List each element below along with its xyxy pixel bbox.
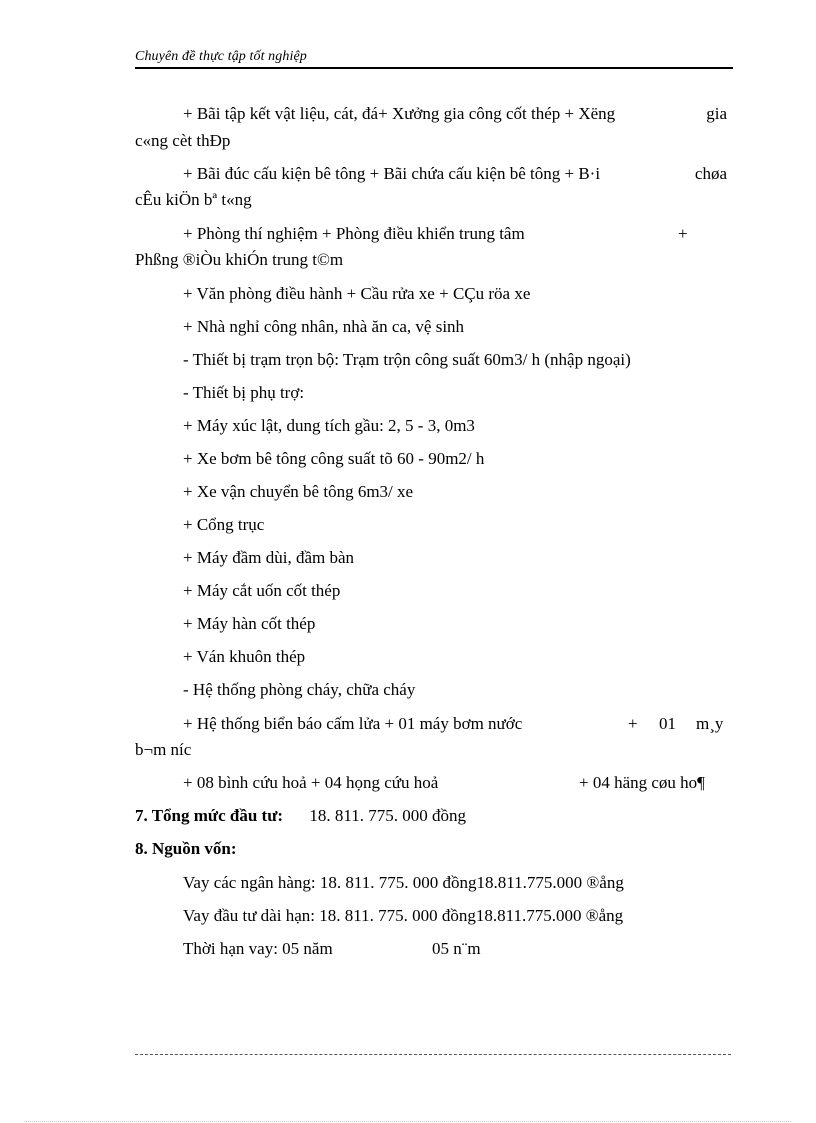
line-17-qty: 01 xyxy=(659,714,676,733)
line-10: + Xe vận chuyển bê tông 6m3/ xe xyxy=(183,482,414,501)
line-11: + Cổng trục xyxy=(183,515,265,534)
loan-row-3: Thời hạn vay: 05 năm xyxy=(183,939,333,958)
footer-rule xyxy=(135,1054,731,1055)
line-18-end: + 04 häng cøu ho¶ xyxy=(579,773,705,792)
line-16: - Hệ thống phòng cháy, chữa cháy xyxy=(183,680,416,699)
loan-row-2: Vay đầu tư dài hạn: 18. 811. 775. 000 đồng18.811.775.000 ®ång xyxy=(183,906,624,925)
line-12: + Máy đầm dùi, đầm bàn xyxy=(183,548,355,567)
line-18: + 08 bình cứu hoả + 04 họng cứu hoả xyxy=(183,773,439,792)
line-14: + Máy hàn cốt thép xyxy=(183,614,316,633)
line-7: - Thiết bị phụ trợ: xyxy=(183,383,305,402)
line-17-cont: b¬m níc xyxy=(135,740,192,759)
section-8-label: 8. Nguồn vốn: xyxy=(135,839,237,858)
line-3-cont: Phßng ®iÒu khiÓn trung t©m xyxy=(135,250,344,269)
section-7-value: 18. 811. 775. 000 đồng xyxy=(309,806,466,825)
line-17-plus: + xyxy=(628,714,638,733)
line-1 xyxy=(183,104,727,124)
line-3: + Phòng thí nghiệm + Phòng điều khiển trung tâm xyxy=(183,224,525,243)
line-1-end: gia xyxy=(706,104,727,123)
line-1-text: + Bãi tập kết vật liệu, cát, đá+ Xưởng gia công cốt thép + Xëng xyxy=(183,104,616,123)
section-7-label: 7. Tổng mức đầu tư: xyxy=(135,806,284,825)
line-13: + Máy cắt uốn cốt thép xyxy=(183,581,341,600)
line-4: + Văn phòng điều hành + Cầu rửa xe + CÇu röa xe xyxy=(183,284,531,303)
section-7 xyxy=(135,806,466,826)
header-rule xyxy=(135,67,733,69)
line-2-end: chøa xyxy=(694,164,727,183)
loan-row-1: Vay các ngân hàng: 18. 811. 775. 000 đồng18.811.775.000 ®ång xyxy=(183,873,624,892)
line-17-end: m¸y xyxy=(696,714,724,733)
line-5: + Nhà nghỉ công nhân, nhà ăn ca, vệ sinh xyxy=(183,317,465,336)
line-3-end: + xyxy=(678,224,688,243)
line-15: + Ván khuôn thép xyxy=(183,647,306,666)
line-9: + Xe bơm bê tông công suất tõ 60 - 90m2/ h xyxy=(183,449,485,468)
line-2-cont: cÊu kiÖn bª t«ng xyxy=(135,190,252,209)
page-header-title: Chuyên đề thực tập tốt nghiệp xyxy=(135,49,307,64)
line-6: - Thiết bị trạm trọn bộ: Trạm trộn công suất 60m3/ h (nhập ngoại) xyxy=(183,350,631,369)
page-bottom-edge xyxy=(25,1121,791,1122)
line-8: + Máy xúc lật, dung tích gầu: 2, 5 - 3, 0m3 xyxy=(183,416,475,435)
line-2 xyxy=(183,164,727,184)
line-1-cont: c«ng cèt thÐp xyxy=(135,131,231,150)
line-17: + Hệ thống biển báo cấm lửa + 01 máy bơm nước xyxy=(183,714,523,733)
line-2-text: + Bãi đúc cấu kiện bê tông + Bãi chứa cấu kiện bê tông + B·i xyxy=(183,164,601,183)
loan-row-3-end: 05 n¨m xyxy=(432,939,481,958)
